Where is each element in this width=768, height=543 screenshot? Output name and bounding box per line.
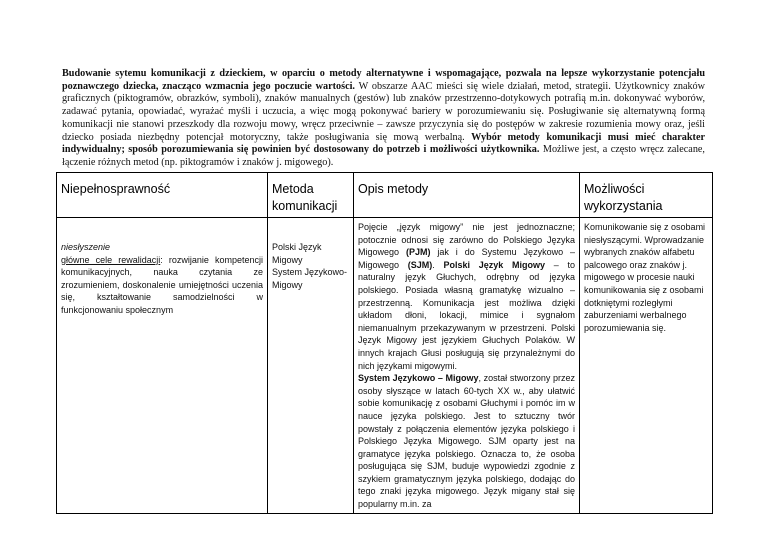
desc-bold: System Językowo – Migowy <box>358 373 479 384</box>
desc-bold: (PJM) <box>405 247 431 258</box>
desc-span: , został stworzony przez osoby słyszące w latach 60-tych XX w., aby ułatwić sobie komunikację z osobami Głuchymi i pomóc im w nauce języka polskiego. Jest to sztuczny twór powstały z połączenia elementów języka polskiego i Polskiego Języka Migowego. SJM oparty jest na gramatyce języka polskiego. Oznacza to, że osoba posługująca się SJM, buduje wypowiedzi zgodnie z szykiem gramatycznym języka polskiego, dodając do tego znaki języka migowego. Język migany stał się popularny m.in. za <box>358 373 575 510</box>
header-description: Opis metody <box>354 173 580 218</box>
header-disability: Niepełnosprawność <box>57 173 268 218</box>
cell-possibilities <box>580 218 713 514</box>
intro-bold-2: Wybór metody komunikacji musi mieć charakter indywidualny; sposób porozumiewania się powinien być dostosowany do potrzeb i możliwości użytkownika. <box>62 131 705 156</box>
table-header-row <box>57 173 713 218</box>
intro-text-1: W obszarze AAC mieści się wiele działań, metod, strategii. Użytkownicy znaków graficznych (piktogramów, obrazków, symboli), znaków manualnych (gestów) lub znaków przestrzenno-dotykowych potrafią m.in. dokonywać wyborów, zadawać pytania, opowiadać, wyrażać myśli i uczucia, a więc mogą pokonywać bariery w porozumiewaniu się. Posługiwanie się alternatywną formą komunikacji nie stanowi przeszkody dla rozwoju mowy, wręcz przeciwnie – zawsze przyczynia się do postępów w zakresie rozumienia mowy oraz, jeśli dziecko posiada niezbędny potencjał motoryczny, także posługiwania się mową werbalną. <box>62 80 706 143</box>
intro-paragraph <box>62 68 705 170</box>
goals-text: : rozwijanie kompetencji komunikacyjnych, nauka czytania ze zrozumieniem, doskonalenie umiejętności uczenia się, kształtowanie samodzielności w funkcjonowaniu społecznym <box>61 254 263 315</box>
desc-span: . <box>432 259 444 270</box>
cell-disability <box>57 218 268 514</box>
cell-method <box>268 218 354 514</box>
desc-bold: (SJM) <box>407 259 433 270</box>
rehab-goals <box>61 254 263 317</box>
method-names <box>272 241 349 291</box>
desc-span: Pojęcie „język migowy” nie jest jednoznaczne; potocznie odnosi się zarówno do Polskiego Języka Migowego <box>358 222 575 258</box>
desc-span: – to naturalny język Głuchych, odrębny od języka polskiego. Posiada własną gramatykę wizualno – przestrzenną. Komunikacja jest możliwa dzięki układom dłoni, lokacji, mimice i sygnałom niemanualnym przekazywanym w przestrzeni. Polski Język Migowy jest językiem Głuchych Polaków. W innych krajach Głusi posługują się przynależnymi do nich językami migowymi. <box>358 259 575 371</box>
method-line: System Językowo- <box>272 267 348 278</box>
intro-text-2: Możliwe jest, a często wręcz zalecane, łączenie różnych metod (np. piktogramów i znaków j. migowego). <box>62 144 705 168</box>
goals-label: główne cele rewalidacji <box>61 254 161 265</box>
header-possibilities: Możliwości wykorzystania <box>580 173 713 218</box>
method-line: Migowy <box>272 279 303 290</box>
header-method-line2: komunikacji <box>272 199 338 213</box>
header-method-line1: Metoda <box>272 182 314 196</box>
method-line: Migowy <box>272 254 303 265</box>
table-row <box>57 218 713 514</box>
intro-bold-1: Budowanie sytemu komunikacji z dzieckiem, w oparciu o metody alternatywne i wspomagające, pozwala na lepsze wykorzystanie potencjału poznawczego dziecka, znacząco wzmacnia jego poczucie wartości. <box>62 68 705 92</box>
desc-span: jak i do Systemu Językowo – Migowego <box>358 247 575 270</box>
possibilities-text: Komunikowanie się z osobami niesłyszącymi. Wprowadzanie wybranych znaków alfabetu palcowego oraz znaków j. migowego w procesie nauki komunikowania się z osobami dotkniętymi rozległymi zaburzeniami werbalnego porozumiewania się. <box>584 222 706 333</box>
methods-table <box>56 172 713 514</box>
description-text <box>358 221 575 511</box>
desc-bold: Polski Język Migowy <box>443 259 545 270</box>
disability-type: niesłyszenie <box>61 242 111 252</box>
cell-description <box>354 218 580 514</box>
method-line: Polski Język <box>272 242 322 252</box>
header-method <box>268 173 354 218</box>
